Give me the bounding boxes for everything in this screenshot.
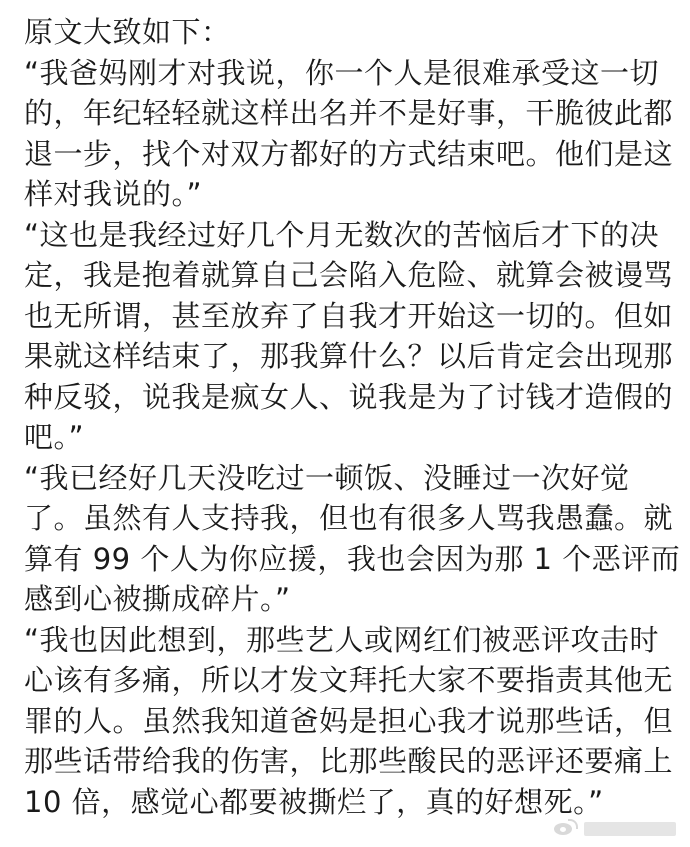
text-line: 那些话带给我的伤害，比那些酸民的恶评还要痛上: [24, 744, 674, 778]
document-body: [24, 12, 681, 822]
text-line: 10 倍，感觉心都要被撕烂了，真的好想死。”: [24, 784, 604, 819]
text-line: 感到心被撕成碎片。”: [24, 582, 291, 616]
text-line: 样对我说的。”: [24, 177, 203, 211]
text-line: 吧。”: [24, 420, 85, 454]
text-line: 果就这样结束了，那我算什么？以后肯定会出现那: [24, 339, 674, 373]
intro-line: 原文大致如下：: [24, 15, 231, 49]
text-line: 退一步，找个对双方都好的方式结束吧。他们是这: [24, 136, 674, 171]
text-line: 罪的人。虽然我知道爸妈是担心我才说那些话，但: [24, 703, 674, 738]
text-line: 心该有多痛，所以才发文拜托大家不要指责其他无: [24, 663, 674, 697]
watermark: [552, 819, 676, 839]
weibo-logo-icon: [552, 819, 578, 839]
text-line: 定，我是抱着就算自己会陷入危险、就算会被谩骂: [24, 258, 674, 292]
text-line: 算有 99 个人为你应援，我也会因为那 1 个恶评而: [24, 541, 681, 576]
text-line: 了。虽然有人支持我，但也有很多人骂我愚蠢。就: [24, 501, 674, 535]
text-line: “我已经好几天没吃过一顿饭、没睡过一次好觉: [24, 460, 630, 495]
text-line: 的，年纪轻轻就这样出名并不是好事，干脆彼此都: [24, 96, 674, 130]
watermark-blurred-text: [584, 822, 676, 836]
text-line: “我也因此想到，那些艺人或网红们被恶评攻击时: [24, 622, 660, 657]
text-line: 种反驳，说我是疯女人、说我是为了讨钱才造假的: [24, 379, 674, 414]
text-line: “我爸妈刚才对我说，你一个人是很难承受这一切: [24, 55, 660, 90]
text-line: “这也是我经过好几个月无数次的苦恼后才下的决: [24, 217, 660, 252]
text-line: 也无所谓，甚至放弃了自我才开始这一切的。但如: [24, 298, 674, 333]
